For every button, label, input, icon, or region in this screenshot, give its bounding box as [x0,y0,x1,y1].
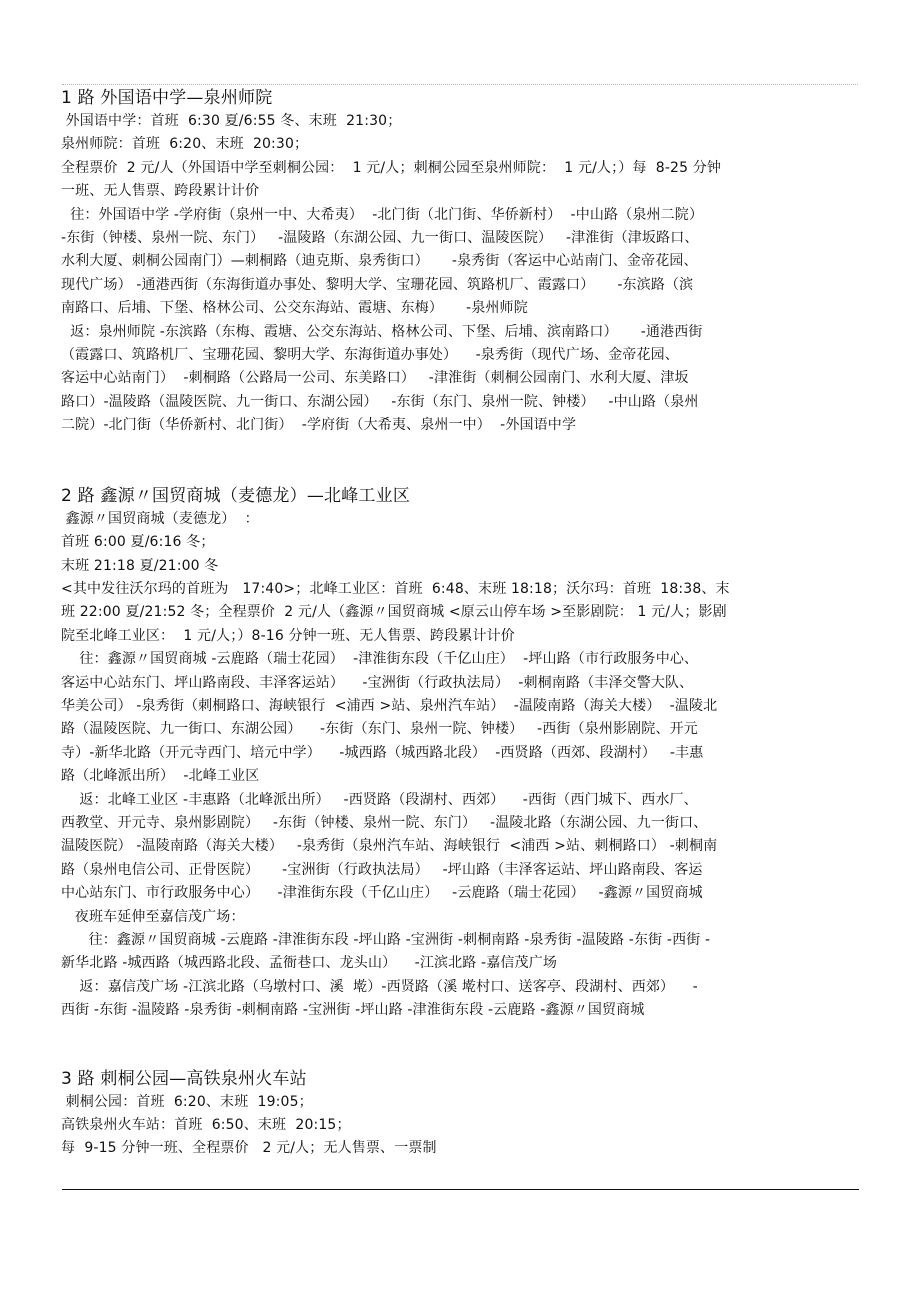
route-1-line: 全程票价 2 元/人（外国语中学至刺桐公园： 1 元/人；刺桐公园至泉州师院： 1 元/人；）每 8-25 分钟 [61,159,722,176]
route-1-line: 一班、无人售票、跨段累计计价 [61,183,260,200]
route-2-line: 客运中心站东门、坪山路南段、丰泽客运站） -宝洲街（行政执法局） -刺桐南路（丰泽交警大队、 [61,674,694,691]
route-2-line: 班 22:00 夏/21:52 冬；全程票价 2 元/人（鑫源〃国贸商城 <原云山停车场 >至影剧院： 1 元/人；影剧 [61,604,727,621]
bottom-divider [62,1189,859,1190]
route-2-line: 路（北峰派出所） -北峰工业区 [61,768,260,785]
route-2-title: 2 路 鑫源〃国贸商城（麦德龙）—北峰工业区 [61,485,411,506]
route-1-line: -东街（钟楼、泉州一院、东门） -温陵路（东湖公园、九一街口、温陵医院） -津淮街（津坂路口、 [61,230,699,247]
route-1-line: 南路口、后埔、下堡、格林公司、公交东海站、霞塘、东梅） -泉州师院 [61,300,528,317]
route-1 [61,86,858,438]
route-3-line: 每 9-15 分钟一班、全程票价 2 元/人；无人售票、一票制 [61,1140,437,1157]
route-2-line: 返：北峰工业区 -丰惠路（北峰派出所） -西贤路（段湖村、西郊） -西街（西门城下、西水厂、 [61,791,698,808]
route-1-line: 水利大厦、刺桐公园南门）—刺桐路（迪克斯、泉秀街口） -泉秀街（客运中心站南门、金帝花园、 [61,253,698,270]
route-3 [61,1067,858,1161]
route-2-line: 鑫源〃国贸商城（麦德龙） ： [61,510,259,527]
route-2-line: 夜班车延伸至嘉信茂广场： [61,908,245,925]
route-1-line: 二院）-北门街（华侨新村、北门街） -学府街（大希夷、泉州一中） -外国语中学 [61,417,577,434]
route-2-line: 中心站东门、市行政服务中心） -津淮街东段（千亿山庄） -云鹿路（瑞士花园） -鑫源〃国贸商城 [61,885,703,902]
route-2-line: 寺）-新华北路（开元寺西门、培元中学） -城西路（城西路北段） -西贤路（西郊、段湖村） -丰惠 [61,744,704,761]
route-2-line: 西教堂、开元寺、泉州影剧院） -东街（钟楼、泉州一院、东门） -温陵北路（东湖公园、九一街口、 [61,814,708,831]
route-2-line: 院至北峰工业区： 1 元/人；）8-16 分钟一班、无人售票、跨段累计计价 [61,627,515,644]
route-2-line: <其中发往沃尔玛的首班为 17:40>；北峰工业区：首班 6:48、末班 18:18；沃尔玛：首班 18:38、末 [61,580,730,597]
route-1-line: 往：外国语中学 -学府街（泉州一中、大希夷） -北门街（北门街、华侨新村） -中山路（泉州二院） [61,206,704,223]
route-2 [61,484,858,1023]
route-2-line: 返：嘉信茂广场 -江滨北路（乌墩村口、溪 墘）-西贤路（溪 墘村口、送客亭、段湖村、西郊） - [61,978,698,995]
route-2-line: 往：鑫源〃国贸商城 -云鹿路（瑞士花园） -津淮街东段（千亿山庄） -坪山路（市行政服务中心、 [61,651,699,668]
route-2-line: 西街 -东街 -温陵路 -泉秀街 -刺桐南路 -宝洲街 -坪山路 -津淮街东段 -云鹿路 -鑫源〃国贸商城 [61,1002,645,1019]
section-spacer [61,438,858,484]
route-1-line: 返：泉州师院 -东滨路（东梅、霞塘、公交东海站、格林公司、下堡、后埔、滨南路口） -通港西街 [61,323,703,340]
route-1-line: 客运中心站南门） -刺桐路（公路局一公司、东美路口） -津淮街（刺桐公园南门、水利大厦、津坂 [61,370,689,387]
route-1-line: 路口）-温陵路（温陵医院、九一街口、东湖公园） -东街（东门、泉州一院、钟楼） -中山路（泉州 [61,393,699,410]
route-2-line: 路（温陵医院、九一街口、东湖公园） -东街（东门、泉州一院、钟楼） -西街（泉州影剧院、开元 [61,721,698,738]
route-3-title: 3 路 刺桐公园—高铁泉州火车站 [61,1068,307,1089]
route-3-line: 高铁泉州火车站：首班 6:50、末班 20:15； [61,1117,351,1134]
route-3-line: 刺桐公园：首班 6:20、末班 19:05； [61,1093,313,1110]
route-2-line: 新华北路 -城西路（城西路北段、孟衙巷口、龙头山） -江滨北路 -嘉信茂广场 [61,955,558,972]
route-1-line: 外国语中学：首班 6:30 夏/6:55 冬、末班 21:30； [61,113,402,129]
route-2-line: 华美公司） -泉秀街（刺桐路口、海峡银行 <浦西 >站、泉州汽车站） -温陵南路（海关大楼） -温陵北 [61,697,718,714]
route-2-line: 路（泉州电信公司、正骨医院） -宝洲街（行政执法局） -坪山路（丰泽客运站、坪山路南段、客运 [61,861,703,878]
route-1-line: （霞露口、筑路机厂、宝珊花园、黎明大学、东海街道办事处） -泉秀街（现代广场、金帝花园、 [61,347,679,364]
route-2-line: 温陵医院） -温陵南路（海关大楼） -泉秀街（泉州汽车站、海峡银行 <浦西 >站、刺桐路口） -刺桐南 [61,838,718,855]
section-spacer [61,1023,858,1067]
route-1-line: 现代广场） -通港西街（东海街道办事处、黎明大学、宝珊花园、筑路机厂、霞露口） -东滨路（滨 [61,276,694,293]
route-1-title: 1 路 外国语中学—泉州师院 [61,88,273,108]
route-2-line: 末班 21:18 夏/21:00 冬 [61,557,219,574]
route-2-line: 首班 6:00 夏/6:16 冬； [61,534,215,551]
top-divider [62,84,858,85]
route-2-line: 往：鑫源〃国贸商城 -云鹿路 -津淮街东段 -坪山路 -宝洲街 -刺桐南路 -泉秀街 -温陵路 -东街 -西街 - [61,932,711,948]
document-page [61,86,858,1161]
route-1-line: 泉州师院：首班 6:20、末班 20:30； [61,136,309,153]
